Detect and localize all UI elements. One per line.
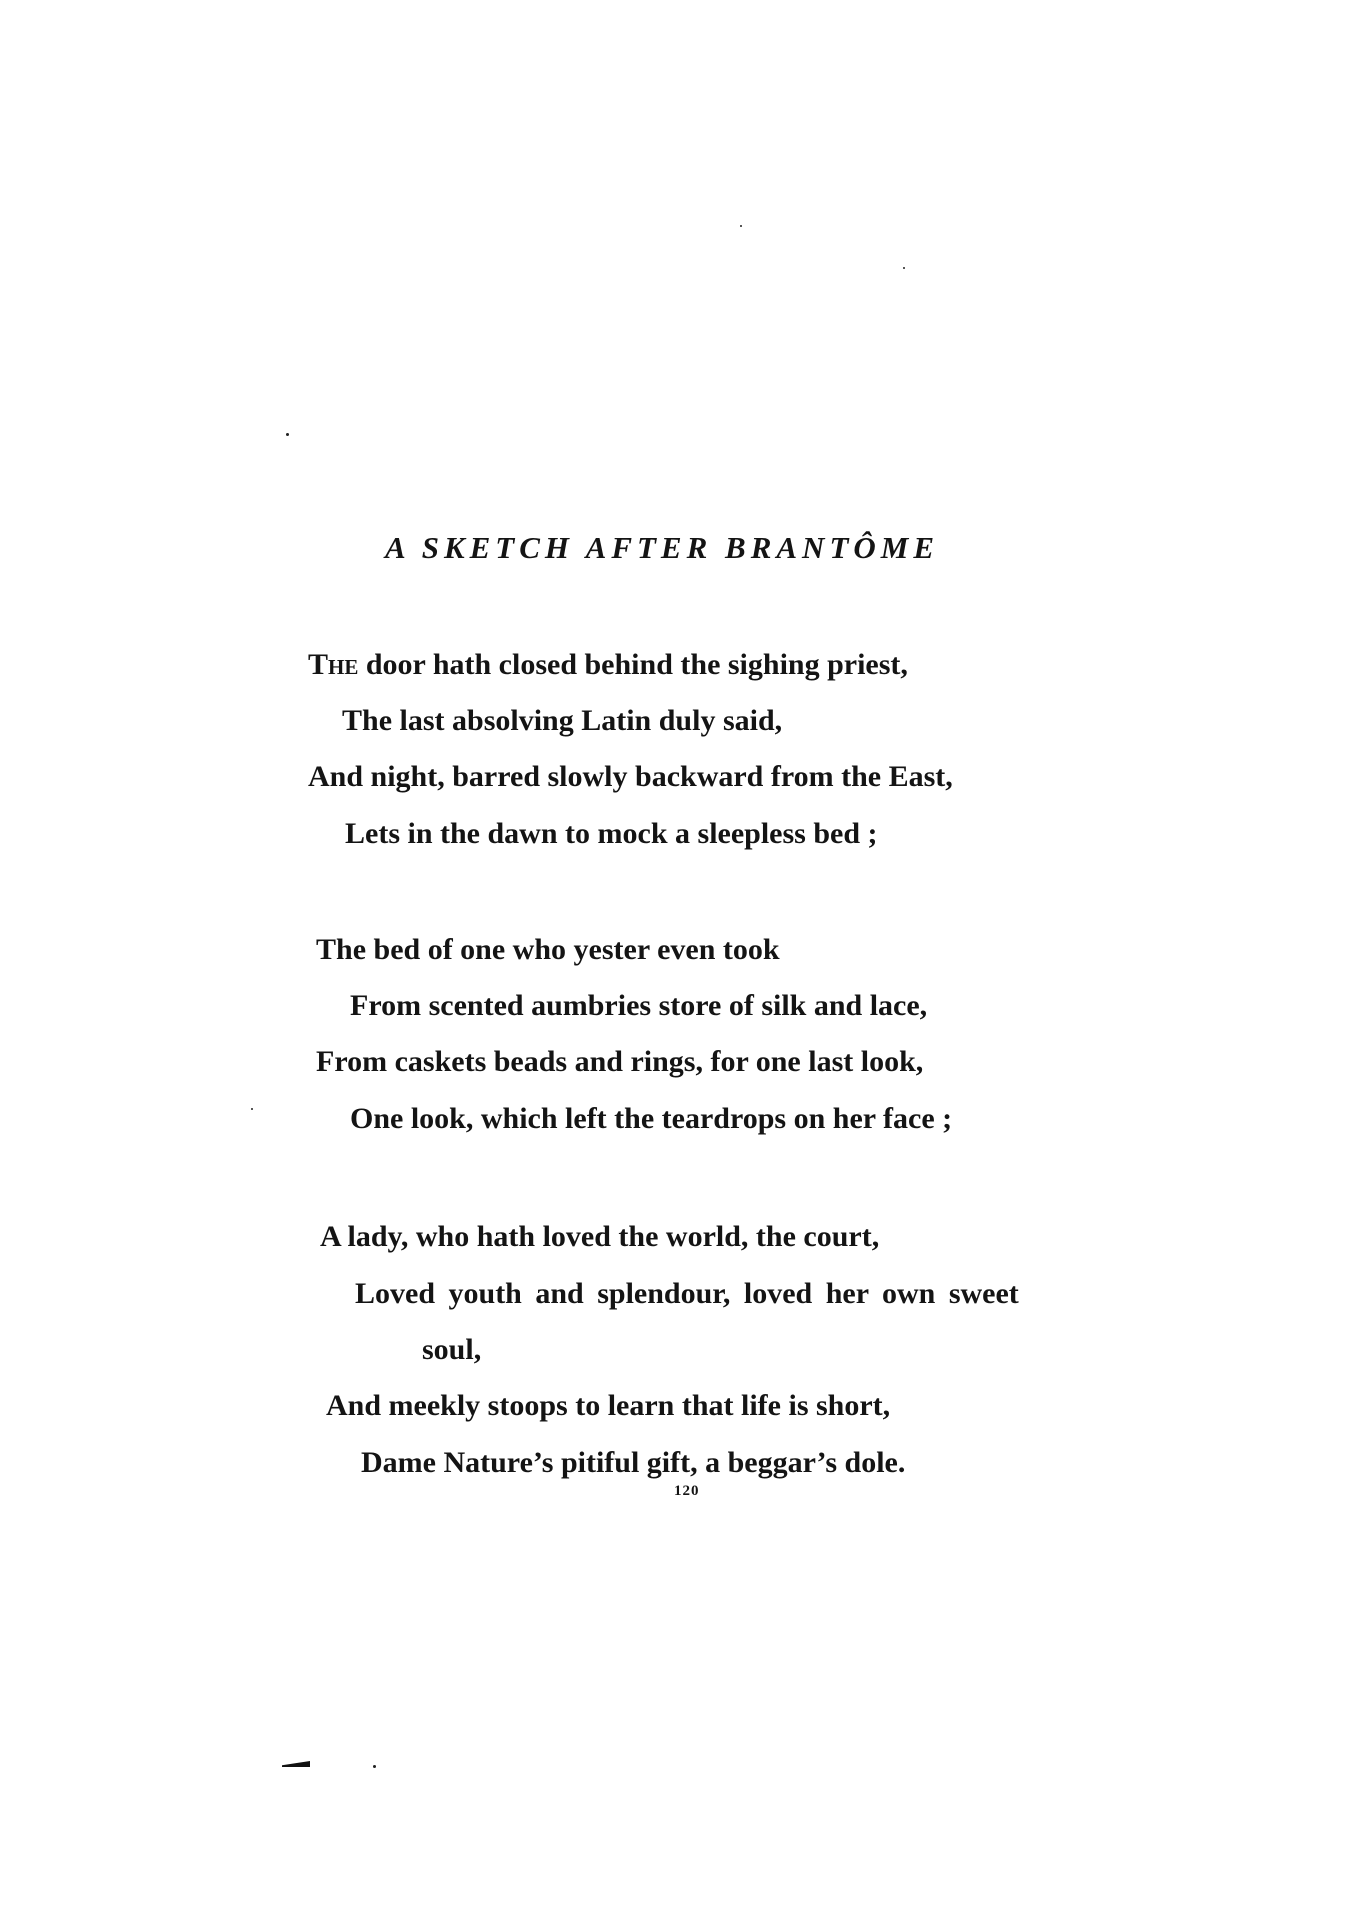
line-initial-word: The <box>308 648 359 681</box>
scan-speck <box>740 225 742 227</box>
poem-line: The last absolving Latin duly said, <box>342 704 783 737</box>
scan-speck <box>286 433 289 436</box>
poem-line: From scented aumbries store of silk and lace, <box>350 989 928 1022</box>
poem-line: Dame Nature’s pitiful gift, a beggar’s dole. <box>361 1446 906 1479</box>
poem-line: soul, <box>422 1333 482 1366</box>
line-text: door hath closed behind the sighing priest, <box>358 648 908 681</box>
poem-title: A SKETCH AFTER BRANTÔME <box>385 530 940 565</box>
poem-line: Loved youth and splendour, loved her own sweet <box>355 1277 1019 1310</box>
page-number: 120 <box>674 1483 700 1499</box>
poem-line: One look, which left the teardrops on her face ; <box>350 1102 953 1135</box>
poem-line: And meekly stoops to learn that life is short, <box>326 1389 891 1422</box>
poem-line: The bed of one who yester even took <box>316 933 780 966</box>
scan-speck <box>373 1765 376 1768</box>
scan-speck <box>903 267 905 269</box>
poem-line: A lady, who hath loved the world, the court, <box>320 1220 880 1253</box>
poem-line: Lets in the dawn to mock a sleepless bed ; <box>345 817 878 850</box>
poem-line <box>308 645 908 685</box>
poem-line: From caskets beads and rings, for one last look, <box>316 1045 924 1078</box>
poem-line: And night, barred slowly backward from the East, <box>308 760 953 793</box>
scan-mark <box>282 1761 310 1767</box>
scan-speck <box>251 1108 253 1110</box>
